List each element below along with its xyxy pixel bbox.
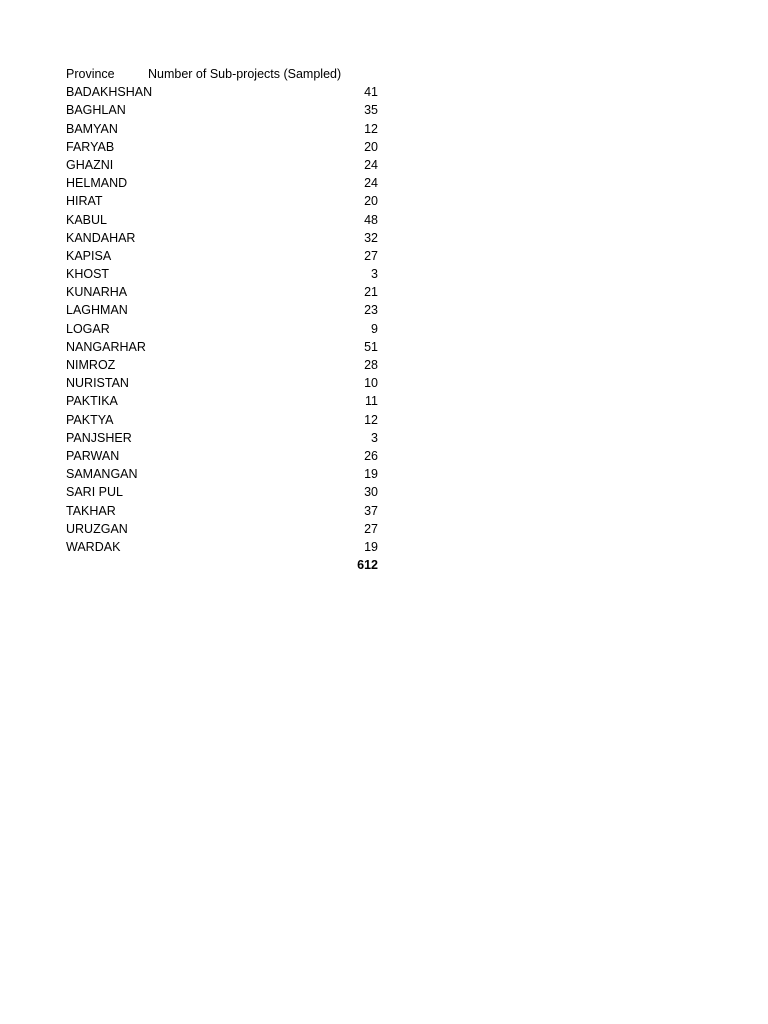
total-row [66,556,378,574]
province-table [66,65,378,574]
table-row [66,138,378,156]
province-name: NURISTAN [66,376,129,391]
table-row [66,229,378,247]
table-row [66,411,378,429]
table-row [66,447,378,465]
table-row [66,538,378,556]
province-name: FARYAB [66,139,115,154]
sub-project-count: 35 [364,103,378,118]
province-name: KUNARHA [66,285,128,300]
table-row [66,374,378,392]
table-row [66,483,378,501]
sub-project-count: 24 [364,157,378,172]
province-name: NIMROZ [66,358,116,372]
province-name: PARWAN [66,448,120,463]
count-column-header: Number of Sub-projects (Sampled) [148,67,342,81]
province-column-header: Province [66,67,115,81]
sub-project-count: 32 [364,230,378,245]
sub-project-count: 20 [364,194,378,209]
table-row [66,301,378,319]
province-name: KHOST [66,267,110,282]
province-name: HELMAND [66,176,128,191]
sub-project-count: 27 [364,521,378,536]
province-name: URUZGAN [66,521,128,536]
sub-project-count: 30 [364,485,378,500]
province-name: NANGARHAR [66,339,146,354]
table-row [66,83,378,101]
province-name: WARDAK [66,539,121,554]
sub-project-count: 3 [371,430,378,445]
province-name: KABUL [66,212,107,227]
sub-project-count: 37 [364,503,378,518]
sub-project-count: 23 [364,303,378,318]
table-body [66,83,378,556]
sub-project-count: 28 [364,358,378,372]
table-row [66,101,378,119]
sub-project-count: 20 [364,139,378,154]
province-name: LOGAR [66,321,110,336]
province-name: KAPISA [66,248,112,263]
sub-project-count: 24 [364,176,378,191]
table-header-row [66,65,378,83]
sub-project-count: 48 [364,212,378,227]
sub-project-count: 26 [364,448,378,463]
table-row [66,320,378,338]
province-name: BADAKHSHAN [66,85,153,100]
province-name: PANJSHER [66,430,132,445]
province-name: BAMYAN [66,121,118,136]
province-name: SARI PUL [66,485,123,500]
table-row [66,338,378,356]
province-name: TAKHAR [66,503,116,518]
total-count: 612 [357,558,378,573]
sub-project-count: 19 [364,539,378,554]
sub-project-count: 12 [364,412,378,427]
table-row [66,192,378,210]
table-row [66,211,378,229]
province-name: HIRAT [66,194,103,209]
sub-project-count: 41 [364,85,378,100]
sub-project-count: 12 [364,121,378,136]
province-name: PAKTIKA [66,394,118,409]
table-row [66,465,378,483]
table-row [66,429,378,447]
province-name: LAGHMAN [66,303,128,318]
sub-project-count: 11 [365,394,378,409]
table-row [66,520,378,538]
province-name: KANDAHAR [66,230,136,245]
sub-project-count: 19 [364,467,378,482]
table-row [66,174,378,192]
sub-project-count: 10 [364,376,378,391]
table-row [66,356,378,374]
province-name: PAKTYA [66,412,114,427]
table-row [66,156,378,174]
table-row [66,283,378,301]
table-row [66,392,378,410]
province-name: GHAZNI [66,157,114,172]
province-name: SAMANGAN [66,467,138,482]
sub-project-count: 27 [364,248,378,263]
table-row [66,502,378,520]
sub-project-count: 9 [371,321,378,336]
sub-project-count: 21 [364,285,378,300]
province-name: BAGHLAN [66,103,126,118]
table-row [66,247,378,265]
sub-project-count: 51 [364,339,378,354]
sub-project-count: 3 [371,267,378,282]
table-row [66,120,378,138]
table-row [66,265,378,283]
